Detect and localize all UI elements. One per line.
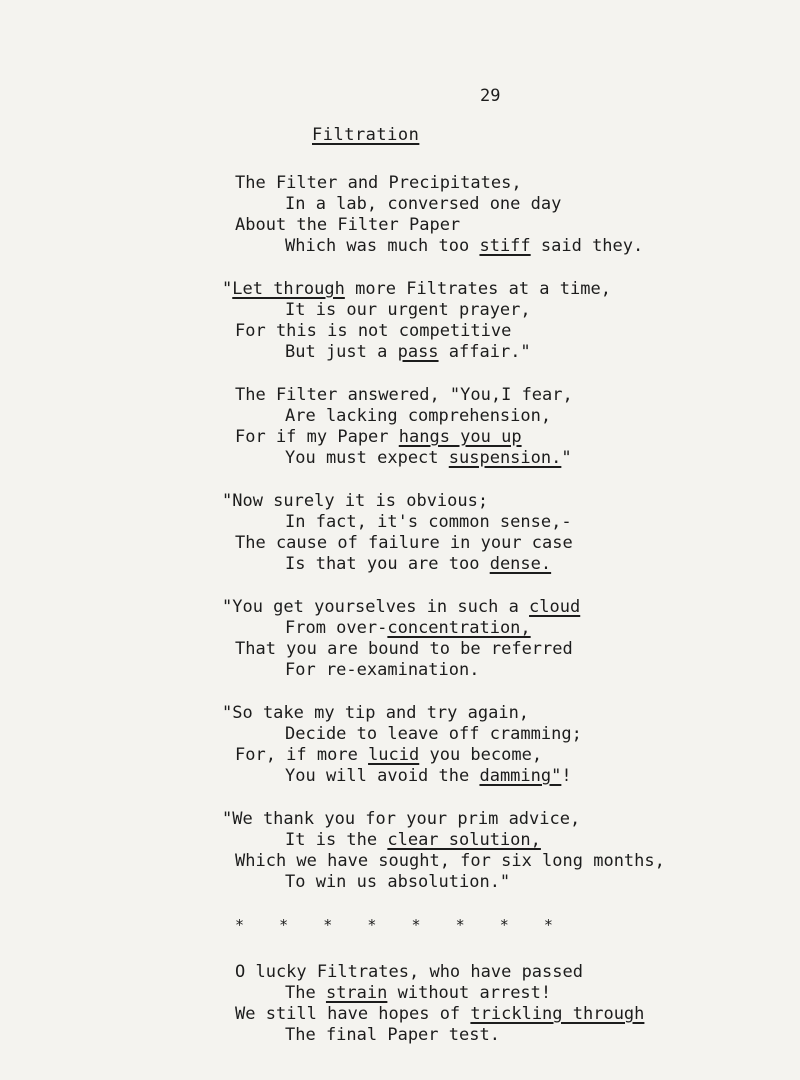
poem <box>222 173 785 1068</box>
final-stanza <box>235 962 785 1046</box>
poem-line: You must expect suspension." <box>285 448 572 468</box>
poem-line: Which we have sought, for six long months, <box>235 851 665 871</box>
poem-line: The Filter and Precipitates, <box>235 173 522 193</box>
poem-line: For if my Paper hangs you up <box>235 427 522 447</box>
underlined-word: hangs you up <box>398 427 522 447</box>
underlined-word: stiff <box>479 236 531 256</box>
underlined-word: clear solution, <box>387 830 541 850</box>
poem-line: "Now surely it is obvious; <box>222 491 489 511</box>
poem-line: That you are bound to be referred <box>235 639 573 659</box>
poem-line: For, if more lucid you become, <box>235 745 543 765</box>
poem-line: O lucky Filtrates, who have passed <box>235 962 583 982</box>
stanza <box>222 491 785 575</box>
underlined-word: lucid <box>368 745 420 765</box>
page-title: Filtration <box>312 125 420 145</box>
poem-line: Decide to leave off cramming; <box>285 724 582 744</box>
underlined-word: dense. <box>489 554 552 574</box>
stanza <box>222 597 785 681</box>
poem-line: The Filter answered, "You,I fear, <box>235 385 573 405</box>
poem-line: It is our urgent prayer, <box>285 300 531 320</box>
underlined-word: Let through <box>232 279 345 299</box>
poem-line: About the Filter Paper <box>235 215 461 235</box>
poem-line: "You get yourselves in such a cloud <box>222 597 581 617</box>
underlined-word: trickling through <box>470 1004 645 1024</box>
poem-line: The strain without arrest! <box>285 983 552 1003</box>
poem-line: But just a pass affair." <box>285 342 531 362</box>
poem-line: Is that you are too dense. <box>285 554 552 574</box>
poem-line: You will avoid the damming"! <box>285 766 572 786</box>
poem-line: For this is not competitive <box>235 321 512 341</box>
stanza <box>222 703 785 787</box>
page-number: 29 <box>480 86 501 106</box>
poem-line: "So take my tip and try again, <box>222 703 530 723</box>
poem-line: The final Paper test. <box>285 1025 500 1045</box>
asterisk-separator: * * * * * * * * <box>235 916 555 934</box>
poem-line: "We thank you for your prim advice, <box>222 809 581 829</box>
poem-line: It is the clear solution, <box>285 830 541 850</box>
poem-line: Which was much too stiff said they. <box>285 236 644 256</box>
poem-line: "Let through more Filtrates at a time, <box>222 279 611 299</box>
stanza <box>222 279 785 363</box>
stanza <box>235 385 785 469</box>
underlined-word: concentration, <box>387 618 531 638</box>
underlined-word: suspension. <box>448 448 562 468</box>
poem-line: We still have hopes of trickling through <box>235 1004 645 1024</box>
stanza <box>222 809 785 893</box>
poem-line: Are lacking comprehension, <box>285 406 552 426</box>
underlined-word: strain <box>325 983 388 1003</box>
poem-line: In fact, it's common sense,- <box>285 512 572 532</box>
underlined-word: cloud <box>529 597 581 617</box>
poem-line: In a lab, conversed one day <box>285 194 562 214</box>
underlined-word: damming" <box>479 766 562 786</box>
poem-line: From over-concentration, <box>285 618 531 638</box>
poem-line: The cause of failure in your case <box>235 533 573 553</box>
poem-line: For re-examination. <box>285 660 480 680</box>
underlined-word: pass <box>397 342 439 362</box>
poem-line: To win us absolution." <box>285 872 511 892</box>
stanza <box>235 173 785 257</box>
